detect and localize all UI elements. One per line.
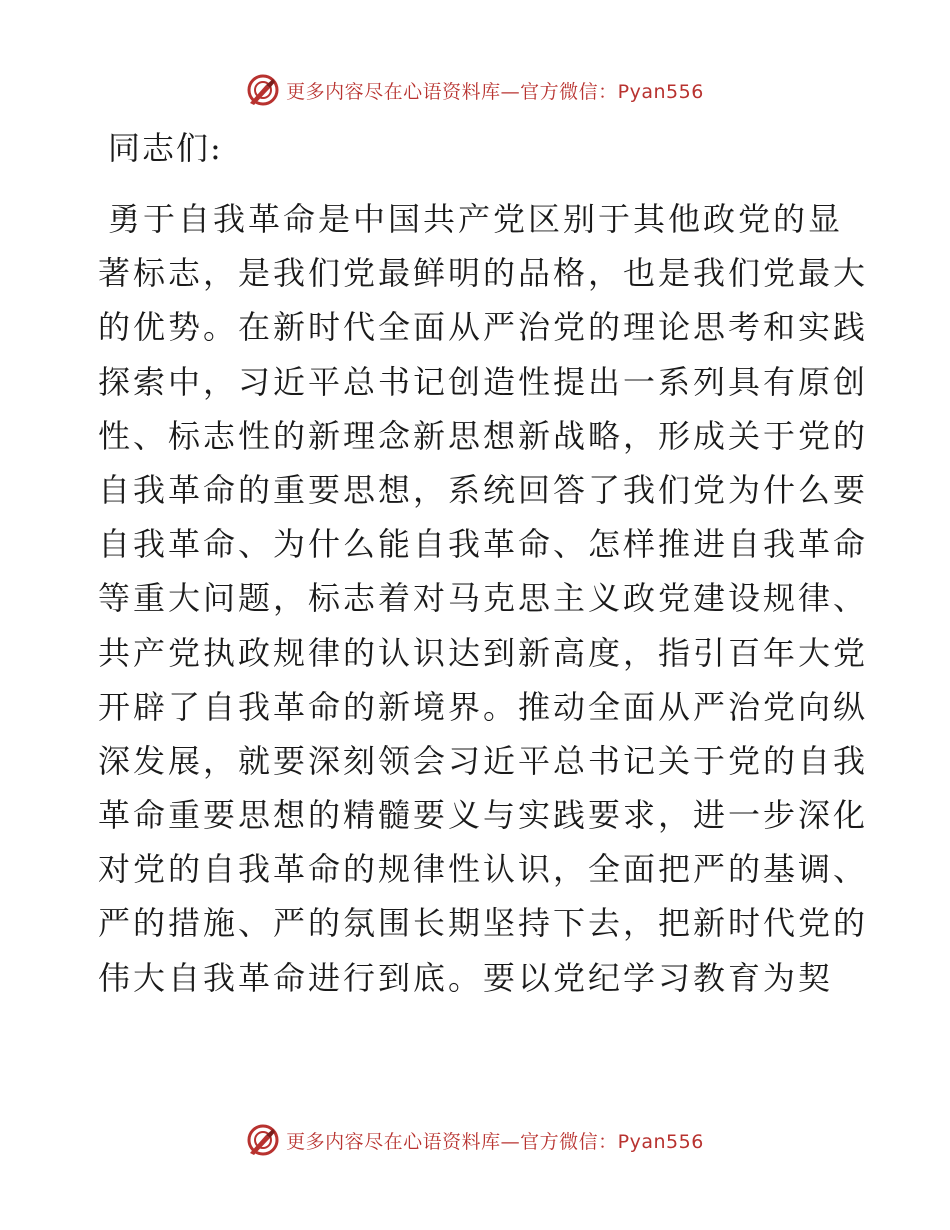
pen-seal-logo-icon <box>246 1123 280 1157</box>
salutation: 同志们: <box>108 129 223 167</box>
body-line: 自我革命的重要思想，系统回答了我们党为什么要 <box>98 470 869 509</box>
body-line: 共产党执政规律的认识达到新高度，指引百年大党 <box>98 633 869 672</box>
header-banner-text: 更多内容尽在心语资料库—官方微信：Pyan556 <box>286 80 704 103</box>
footer-banner-text: 更多内容尽在心语资料库—官方微信：Pyan556 <box>286 1130 704 1153</box>
header-wechat-id: Pyan556 <box>617 80 704 103</box>
body-line: 著标志，是我们党最鲜明的品格，也是我们党最大 <box>98 254 869 293</box>
body-line: 开辟了自我革命的新境界。推动全面从严治党向纵 <box>98 687 869 726</box>
body-line: 勇于自我革命是中国共产党区别于其他政党的显 <box>108 200 844 238</box>
document-body <box>98 192 869 1005</box>
body-line: 对党的自我革命的规律性认识，全面把严的基调、 <box>98 850 869 889</box>
pen-seal-logo-icon <box>246 73 280 107</box>
body-line: 探索中，习近平总书记创造性提出一系列具有原创 <box>98 362 869 401</box>
body-line: 深发展，就要深刻领会习近平总书记关于党的自我 <box>98 741 869 780</box>
body-line: 性、标志性的新理念新思想新战略，形成关于党的 <box>98 416 869 455</box>
body-line: 伟大自我革命进行到底。要以党纪学习教育为契 <box>98 958 834 997</box>
footer-banner <box>0 1120 950 1160</box>
footer-wechat-id: Pyan556 <box>617 1130 704 1153</box>
header-banner <box>0 70 950 110</box>
body-line: 严的措施、严的氛围长期坚持下去，把新时代党的 <box>98 904 869 943</box>
body-line: 的优势。在新时代全面从严治党的理论思考和实践 <box>98 308 869 347</box>
body-line: 等重大问题，标志着对马克思主义政党建设规律、 <box>98 579 869 618</box>
body-line: 革命重要思想的精髓要义与实践要求，进一步深化 <box>98 796 869 835</box>
body-line: 自我革命、为什么能自我革命、怎样推进自我革命 <box>98 525 869 564</box>
